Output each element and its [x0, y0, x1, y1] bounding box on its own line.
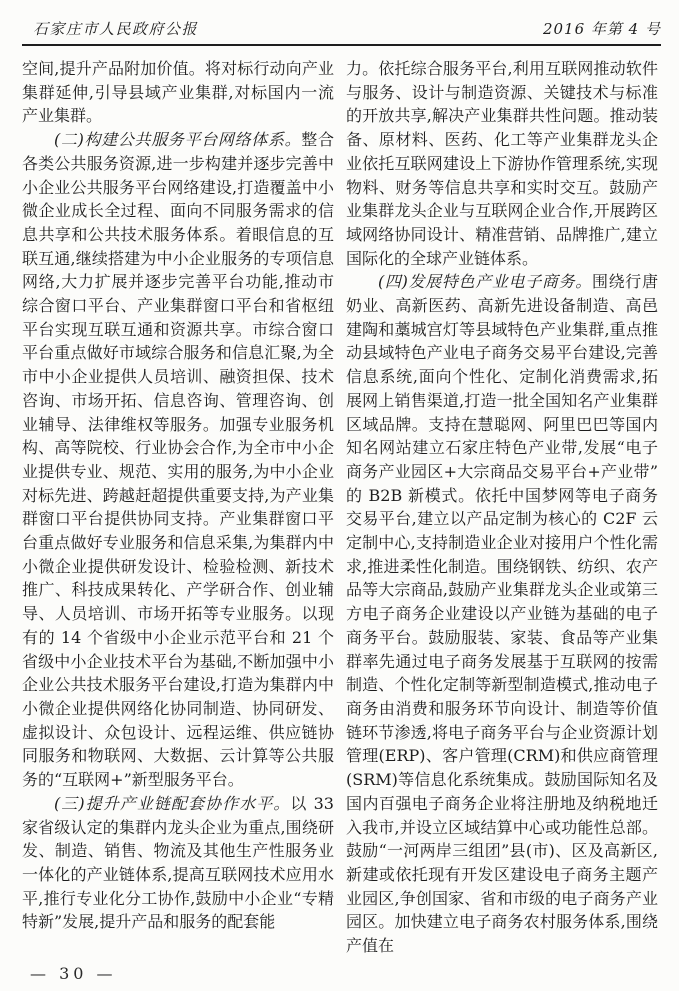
page-number: — 30 —	[30, 964, 117, 983]
paragraph-continuation	[346, 57, 658, 270]
body-columns	[22, 57, 658, 958]
paragraph-text: 围绕行唐奶业、高新医药、高新先进设备制造、高邑建陶和藁城宫灯等县域特色产业集群,重点推动县域特色产业电子商务交易平台建设,完善信息系统,面向个性化、定制化消费需求,拓展网上销售渠道,打造一批全国知名产业集群区域品牌。支持在慧聪网、阿里巴巴等国内知名网站建立石家庄特色产业带,发展“电子商务产业园区+大宗商品交易平台+产业带”的 B2B 新模式。依托中国梦网等电子商务交易平台,建立以产品定制为核心的 C2F 云定制中心,支持制造业企业对接用户个性化需求,推进柔性化制造。围绕钢铁、纺织、农产品等大宗商品,鼓励产业集群龙头企业或第三方电子商务企业建设以产业链为基础的电子商务平台。鼓励服装、家装、食品等产业集群率先通过电子商务发展基于互联网的按需制造、个性化定制等新型制造模式,推动电子商务由消费和服务环节向设计、制造等价值链环节渗透,将电子商务平台与企业资源计划管理(ERP)、客户管理(CRM)和供应商管理(SRM)等信息化系统集成。鼓励国际知名及国内百强电子商务企业将注册地及纳税地迁入我市,并设立区域结算中心或功能性总部。鼓励“一河两岸三组团”县(市)、区及高新区,新建或依托现有开发区建设电子商务主题产业园区,争创国家、省和市级的电子商务产业园区。加快建立电子商务农村服务体系,围绕产值在	[346, 272, 658, 956]
paragraph-section-2	[22, 128, 334, 792]
right-column	[346, 57, 658, 958]
paragraph-text: 力。依托综合服务平台,利用互联网推动软件与服务、设计与制造资源、关键技术与标准的开放共享,解决产业集群共性问题。推动装备、原材料、医药、化工等产业集群龙头企业依托互联网建设上下游协作管理系统,实现物料、财务等信息共享和实时交互。鼓励产业集群龙头企业与互联网企业合作,开展跨区域网络协同设计、精准营销、品牌推广,建立国际化的全球产业链体系。	[346, 59, 658, 268]
issue-number: 2016 年第 4 号	[542, 20, 661, 38]
paragraph-section-3	[22, 792, 334, 934]
paragraph-text: 整合各类公共服务资源,进一步构建并逐步完善中小企业公共服务平台网络建设,打造覆盖中小微企业成长全过程、面向不同服务需求的信息共享和公共技术服务体系。着眼信息的互联互通,继续搭建为中小企业服务的专项信息网络,大力扩展并逐步完善平台功能,推动市综合窗口平台、产业集群窗口平台和省枢纽平台实现互联互通和资源共享。市综合窗口平台重点做好市域综合服务和信息汇聚,为全市中小企业提供人员培训、融资担保、技术咨询、市场开拓、信息咨询、管理咨询、创业辅导、法律维权等服务。加强专业服务机构、高等院校、行业协会合作,为全市中小企业提供专业、规范、实用的服务,为中小企业对标先进、跨越赶超提供重要支持,为产业集群窗口平台提供协同支持。产业集群窗口平台重点做好专业服务和信息采集,为集群内中小微企业提供研发设计、检验检测、新技术推广、科技成果转化、产学研合作、创业辅导、人员培训、市场开拓等专业服务。以现有的 14 个省级中小企业示范平台和 21 个省级中小企业技术平台为基础,不断加强中小企业公共技术服务平台建设,打造为集群内中小微企业提供网络化协同制造、协同研发、虚拟设计、众包设计、远程运维、供应链协同服务和物联网、大数据、云计算等公共服务的“互联网+”新型服务平台。	[22, 130, 334, 790]
paragraph-text: 以 33 家省级认定的集群内龙头企业为重点,围绕研发、制造、销售、物流及其他生产性服务业一体化的产业链体系,提高互联网技术应用水平,推行专业化分工协作,鼓励中小企业“专精特新”发展,提升产品和服务的配套能	[22, 793, 334, 932]
paragraph-continuation	[22, 57, 334, 128]
section-heading-2: (二)构建公共服务平台网络体系。	[54, 130, 302, 150]
section-heading-4: (四)发展特色产业电子商务。	[378, 272, 592, 292]
left-column	[22, 57, 334, 958]
section-heading-3: (三)提升产业链配套协作水平。	[54, 793, 291, 813]
paragraph-text: 空间,提升产品附加价值。将对标行动向产业集群延伸,引导县域产业集群,对标国内一流产业集群。	[22, 59, 334, 126]
publication-title: 石家庄市人民政府公报	[33, 20, 199, 38]
paragraph-section-4	[346, 270, 658, 957]
page-header	[22, 0, 661, 46]
